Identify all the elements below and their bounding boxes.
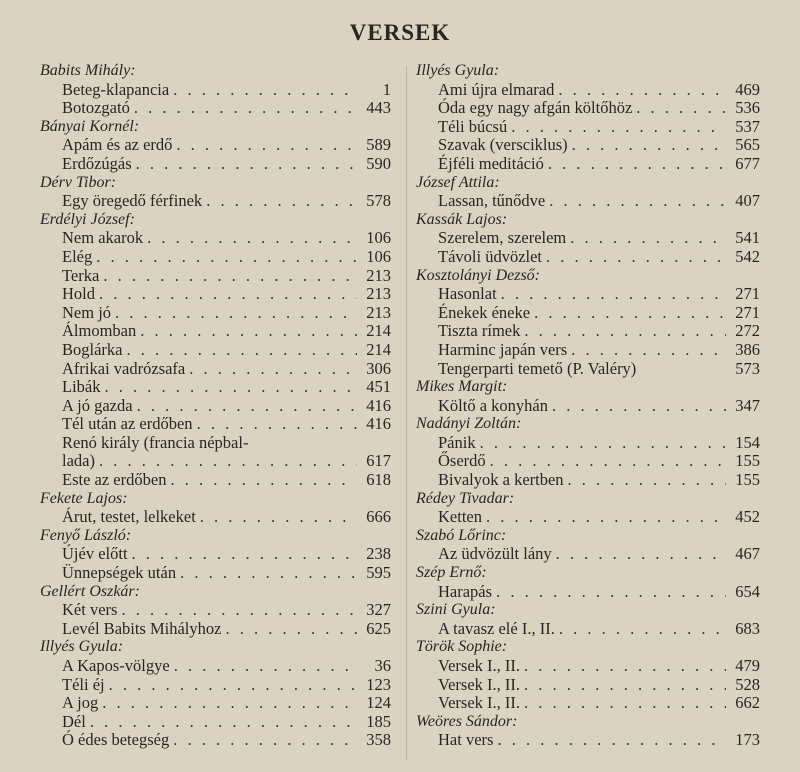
entry-title: Énekek éneke xyxy=(438,302,531,322)
page-number: 589 xyxy=(366,135,391,155)
toc-entry xyxy=(416,397,760,416)
dot-leader xyxy=(552,397,726,416)
page-number: 155 xyxy=(735,451,760,471)
dot-leader xyxy=(176,136,357,155)
toc-entry xyxy=(40,545,391,564)
toc-entry xyxy=(416,248,760,267)
page-number: 106 xyxy=(366,228,391,248)
page-number: 590 xyxy=(366,153,391,173)
entry-title: Óda egy nagy afgán költőhöz xyxy=(438,98,633,118)
dot-leader xyxy=(136,155,357,174)
toc-entry xyxy=(40,415,391,434)
dot-leader xyxy=(558,81,726,100)
dot-leader xyxy=(480,434,726,453)
page-number: 573 xyxy=(735,358,760,378)
toc-entry xyxy=(416,99,760,118)
entry-title: Éjféli meditáció xyxy=(438,153,544,173)
author-name: Mikes Margit: xyxy=(416,378,508,396)
entry-title: Két vers xyxy=(62,600,118,620)
page-number: 106 xyxy=(366,246,391,266)
left-column xyxy=(40,62,391,750)
dot-leader xyxy=(137,397,357,416)
dot-leader xyxy=(126,341,357,360)
dot-leader xyxy=(571,341,726,360)
toc-entry xyxy=(416,508,760,527)
toc-entry xyxy=(40,248,391,267)
page-number: 565 xyxy=(735,135,760,155)
toc-entry xyxy=(416,676,760,695)
toc-entry xyxy=(40,452,391,471)
dot-leader xyxy=(556,545,726,564)
dot-leader xyxy=(132,545,357,564)
page-number: 618 xyxy=(366,470,391,490)
page-number: 479 xyxy=(735,656,760,675)
dot-leader xyxy=(549,192,726,211)
page-number: 124 xyxy=(366,693,391,713)
page-number: 537 xyxy=(735,116,760,136)
dot-leader xyxy=(559,620,726,639)
entry-title: Téli éj xyxy=(62,674,105,694)
entry-title: Álmomban xyxy=(62,321,137,341)
toc-entry xyxy=(40,471,391,490)
author-name: Török Sophie: xyxy=(416,638,508,656)
page-number: 213 xyxy=(366,284,391,304)
page-number: 214 xyxy=(366,339,391,359)
entry-title: Nem jó xyxy=(62,302,112,322)
dot-leader xyxy=(568,471,726,490)
page-number: 407 xyxy=(735,191,760,211)
page-number: 416 xyxy=(366,395,391,415)
page-title: VERSEK xyxy=(349,20,451,45)
entry-title: Árut, testet, lelkeket xyxy=(62,507,196,527)
dot-leader xyxy=(572,136,726,155)
dot-leader xyxy=(197,415,357,434)
toc-entry xyxy=(40,676,391,695)
author-name: Erdélyi József: xyxy=(40,210,135,228)
dot-leader xyxy=(173,81,357,100)
page-number: 654 xyxy=(735,581,760,601)
page-number: 578 xyxy=(366,191,391,211)
author-name: Fekete Lajos: xyxy=(40,489,128,507)
author-name: Dérv Tibor: xyxy=(40,173,116,191)
dot-leader xyxy=(173,731,357,750)
dot-leader xyxy=(497,731,726,750)
dot-leader xyxy=(105,378,358,397)
page-number: 528 xyxy=(735,674,760,694)
page-number: 536 xyxy=(735,98,760,118)
toc-entry xyxy=(40,322,391,341)
page-number: 213 xyxy=(366,265,391,285)
dot-leader xyxy=(134,99,357,118)
toc-entry xyxy=(416,360,760,379)
page-number: 271 xyxy=(735,302,760,322)
toc-entry xyxy=(40,620,391,639)
entry-title: Harapás xyxy=(438,581,493,601)
entry-title: Hasonlat xyxy=(438,284,497,304)
dot-leader xyxy=(147,229,357,248)
dot-leader xyxy=(200,508,357,527)
page-number: 347 xyxy=(735,395,760,415)
page-number: 271 xyxy=(735,284,760,304)
entry-title: Költő a konyhán xyxy=(438,395,548,415)
toc-entry xyxy=(416,434,760,453)
toc-entry xyxy=(416,583,760,602)
entry-title: Terka xyxy=(62,265,100,285)
entry-title: Újév előtt xyxy=(62,544,128,564)
toc-entry xyxy=(40,304,391,323)
toc-entry xyxy=(416,471,760,490)
page-number: 683 xyxy=(735,618,760,638)
page-number: 386 xyxy=(735,339,760,359)
dot-leader xyxy=(170,471,357,490)
toc-entry xyxy=(40,155,391,174)
toc-entry xyxy=(40,285,391,304)
toc-entry xyxy=(416,452,760,471)
dot-leader xyxy=(225,620,357,639)
toc-entry xyxy=(40,360,391,379)
entry-title: Ketten xyxy=(438,507,482,527)
dot-leader xyxy=(90,713,357,732)
dot-leader xyxy=(501,285,726,304)
entry-title: Dél xyxy=(62,711,86,731)
page-number: 416 xyxy=(366,414,391,434)
dot-leader xyxy=(102,694,357,713)
author-name: Gellért Oszkár: xyxy=(40,582,140,600)
dot-leader xyxy=(524,694,726,713)
toc-entry xyxy=(416,229,760,248)
entry-title: Levél Babits Mihályhoz xyxy=(62,618,222,638)
toc-entry xyxy=(416,322,760,341)
toc-entry xyxy=(416,155,760,174)
author-name: Szabó Lőrinc: xyxy=(416,526,507,544)
entry-title: Egy öregedő férfinek xyxy=(62,191,203,211)
toc-entry xyxy=(40,267,391,286)
dot-leader xyxy=(524,322,726,341)
entry-title: Hat vers xyxy=(438,730,494,750)
author-name: Szép Ernő: xyxy=(416,564,487,582)
entry-title: Távoli üdvözlet xyxy=(438,246,543,266)
page-number: 173 xyxy=(735,730,760,750)
toc-entry xyxy=(40,731,391,750)
entry-title: Szavak (versciklus) xyxy=(438,135,568,155)
author-name: József Attila: xyxy=(416,173,500,191)
page-number: 443 xyxy=(366,98,391,118)
dot-leader xyxy=(121,601,357,620)
dot-leader xyxy=(109,676,357,695)
dot-leader xyxy=(524,657,726,676)
entry-title: Erdőzúgás xyxy=(62,153,132,173)
dot-leader xyxy=(99,285,357,304)
entry-title: Ünnepségek után xyxy=(62,563,177,583)
dot-leader xyxy=(180,564,357,583)
author-name: Illyés Gyula: xyxy=(40,638,124,656)
entry-title: Tiszta rímek xyxy=(438,321,521,341)
author-name: Illyés Gyula: xyxy=(416,62,500,79)
author-name: Babits Mihály: xyxy=(40,62,136,79)
entry-title: Apám és az erdő xyxy=(62,135,173,155)
author-name: Kassák Lajos: xyxy=(416,210,508,228)
toc-entry xyxy=(40,397,391,416)
dot-leader xyxy=(546,248,726,267)
dot-leader xyxy=(548,155,726,174)
page-number: 1 xyxy=(382,79,391,99)
page-number: 595 xyxy=(366,563,391,583)
author-name: Kosztolányi Dezső: xyxy=(416,266,540,284)
toc-entry xyxy=(40,229,391,248)
page-number: 238 xyxy=(366,544,391,564)
toc-entry xyxy=(40,713,391,732)
entry-title: Pánik xyxy=(438,432,476,452)
right-column xyxy=(416,62,760,750)
page-number: 451 xyxy=(366,377,391,397)
dot-leader xyxy=(189,360,357,379)
page-number: 625 xyxy=(366,618,391,638)
toc-entry xyxy=(416,694,760,713)
toc-entry xyxy=(416,81,760,100)
page-number: 155 xyxy=(735,470,760,490)
entry-title: Botozgató xyxy=(62,98,130,118)
toc-entry xyxy=(416,341,760,360)
dot-leader xyxy=(511,118,726,137)
entry-title: Beteg-klapancia xyxy=(62,79,170,99)
author-name: Szini Gyula: xyxy=(416,601,496,619)
page-number: 185 xyxy=(366,711,391,731)
entry-title: Renó király (francia népbal- xyxy=(62,432,249,452)
toc-entry xyxy=(416,118,760,137)
entry-title: Ó édes betegség xyxy=(62,730,170,750)
dot-leader xyxy=(486,508,726,527)
page-number: 213 xyxy=(366,302,391,322)
toc-entry xyxy=(40,81,391,100)
dot-leader xyxy=(570,229,726,248)
entry-title: Harminc japán vers xyxy=(438,339,568,359)
page-number: 154 xyxy=(735,432,760,452)
entry-title: Nem akarok xyxy=(62,228,144,248)
entry-title: Versek I., II. xyxy=(438,693,521,713)
author-name: Bányai Kornél: xyxy=(40,117,140,135)
dot-leader xyxy=(206,192,357,211)
dot-leader xyxy=(115,304,357,323)
dot-leader xyxy=(103,267,357,286)
entry-title: Az üdvözült lány xyxy=(438,544,552,564)
column-divider xyxy=(406,66,407,760)
entry-title: Afrikai vadrózsafa xyxy=(62,358,186,378)
toc-entry xyxy=(416,545,760,564)
dot-leader xyxy=(524,676,726,695)
entry-title: Versek I., II. xyxy=(438,656,521,675)
page-number: 617 xyxy=(366,451,391,471)
page-number: 542 xyxy=(735,246,760,266)
page-number: 327 xyxy=(366,600,391,620)
dot-leader xyxy=(99,452,357,471)
page-number: 467 xyxy=(735,544,760,564)
entry-title: Este az erdőben xyxy=(62,470,167,490)
page-number: 272 xyxy=(735,321,760,341)
dot-leader xyxy=(636,99,726,118)
toc-entry xyxy=(40,564,391,583)
author-name: Rédey Tivadar: xyxy=(416,489,515,507)
entry-title: Boglárka xyxy=(62,339,123,359)
toc-entry xyxy=(40,192,391,211)
entry-title: A jó gazda xyxy=(62,395,133,415)
entry-title: Őserdő xyxy=(438,451,486,471)
page-number: 662 xyxy=(735,693,760,713)
dot-leader xyxy=(490,452,726,471)
toc-entry xyxy=(416,304,760,323)
page-number: 36 xyxy=(374,656,391,675)
dot-leader xyxy=(174,657,357,676)
page-number: 452 xyxy=(735,507,760,527)
dot-leader xyxy=(496,583,726,602)
toc-entry xyxy=(416,731,760,750)
page-number: 214 xyxy=(366,321,391,341)
entry-title: Tél után az erdőben xyxy=(62,414,193,434)
page-number: 469 xyxy=(735,79,760,99)
entry-title: Hold xyxy=(62,284,95,304)
page-number: 306 xyxy=(366,358,391,378)
page-number: 677 xyxy=(735,153,760,173)
toc-entry xyxy=(40,99,391,118)
entry-title: Elég xyxy=(62,246,93,266)
author-name: Fenyő László: xyxy=(40,526,132,544)
entry-title: A Kapos-völgye xyxy=(62,656,170,675)
entry-title: A jog xyxy=(62,693,99,713)
toc-entry xyxy=(40,508,391,527)
entry-title: Ami újra elmarad xyxy=(438,79,555,99)
entry-title: Libák xyxy=(62,377,101,397)
entry-title: Versek I., II. xyxy=(438,674,521,694)
entry-title: Tengerparti temető (P. Valéry) xyxy=(438,358,637,378)
page-number: 358 xyxy=(366,730,391,750)
toc-entry xyxy=(40,657,391,676)
toc-entry xyxy=(40,694,391,713)
page-number: 541 xyxy=(735,228,760,248)
author-name: Nadányi Zoltán: xyxy=(416,415,522,433)
toc-entry xyxy=(40,136,391,155)
entry-title: Szerelem, szerelem xyxy=(438,228,567,248)
toc-entry xyxy=(416,136,760,155)
dot-leader xyxy=(534,304,726,323)
toc-entry xyxy=(40,601,391,620)
dot-leader xyxy=(96,248,357,267)
page-number: 666 xyxy=(366,507,391,527)
toc-entry xyxy=(416,285,760,304)
entry-title: Lassan, tűnődve xyxy=(438,191,546,211)
author-name: Weöres Sándor: xyxy=(416,712,518,730)
entry-title: Bivalyok a kertben xyxy=(438,470,564,490)
dot-leader xyxy=(140,322,357,341)
entry-title: lada) xyxy=(62,451,95,471)
page-number: 123 xyxy=(366,674,391,694)
entry-title: Téli búcsú xyxy=(438,116,508,136)
toc-entry xyxy=(40,378,391,397)
toc-entry xyxy=(416,620,760,639)
toc-entry xyxy=(416,657,760,676)
entry-title: A tavasz elé I., II. xyxy=(438,618,555,638)
toc-entry xyxy=(416,192,760,211)
toc-entry xyxy=(40,341,391,360)
